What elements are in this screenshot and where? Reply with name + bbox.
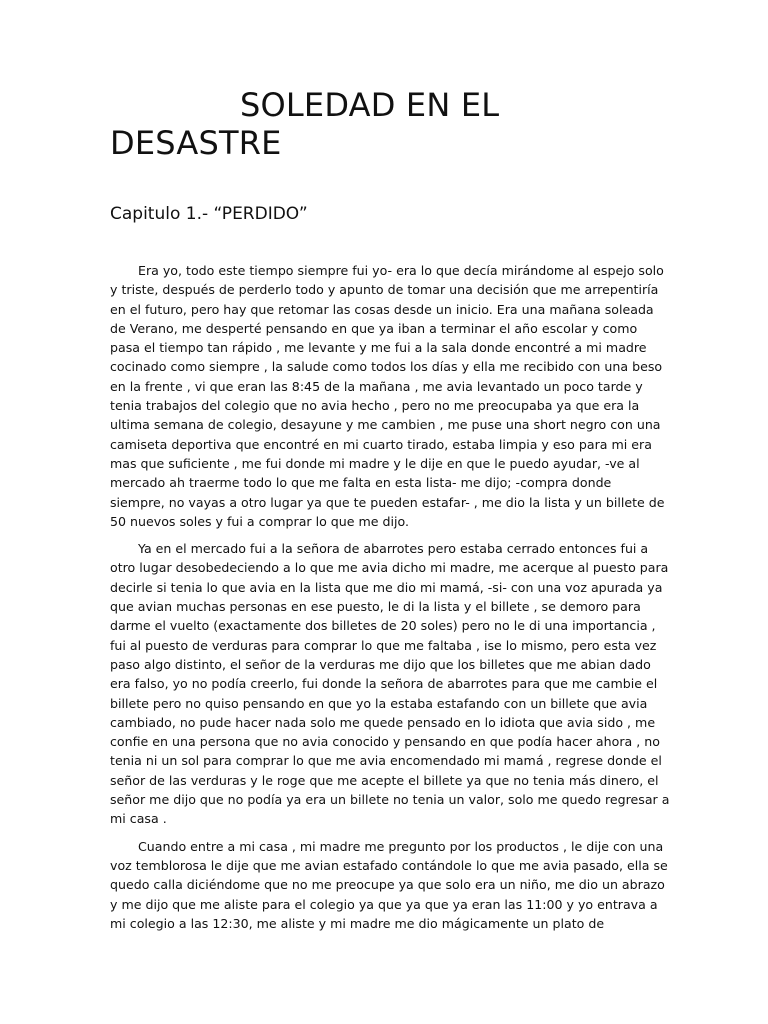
paragraph: Ya en el mercado fui a la señora de abarrotes pero estaba cerrado entonces fui a otro lugar desobedeciendo a lo que me avia dicho mi madre, me acerque al puesto para decirle si tenia lo que avia en la lista que me dio mi mamá, -si- con una voz apurada ya que avian muchas personas en ese puesto, le di la lista y el billete , se demoro para darme el vuelto (exactamente dos billetes de 20 soles) pero no le di una importancia , fui al puesto de verduras para comprar lo que me faltaba , ise lo mismo, pero esta vez paso algo distinto, el señor de la verduras me dijo que los billetes que me abian dado era falso, yo no podía creerlo, fui donde la señora de abarrotes para que me cambie el billete pero no quiso pensando en que yo la estaba estafando con un billete que avia cambiado, no pude hacer nada solo me quede pensado en lo idiota que avia sido , me confie en una persona que no avia conocido y pensando en que podía hacer ahora , no tenia ni un sol para comprar lo que me avia encomendado mi mamá , regrese donde el señor de las verduras y le roge que me acepte el billete ya que no tenia más dinero, el señor me dijo que no podía ya era un billete no tenia un valor, solo me quedo regresar a mi casa . [110,541,670,827]
document-title: SOLEDAD EN EL DESASTRE [110,86,500,162]
paragraph: Era yo, todo este tiempo siempre fui yo- era lo que decía mirándome al espejo solo y triste, después de perderlo todo y apunto de tomar una decisión que me arrepentiría en el futuro, pero hay que retomar las cosas desde un inicio. Era una mañana soleada de Verano, me desperté pensando en que ya iban a terminar el año escolar y como pasa el tiempo tan rápido , me levante y me fui a la sala donde encontré a mi madre cocinado como siempre , la salude como todos los días y ella me recibido con una beso en la frente , vi que eran las 8:45 de la mañana , me avia levantado un poco tarde y tenia trabajos del colegio que no avia hecho , pero no me preocupaba ya que era la ultima semana de colegio, desayune y me cambien , me puse una short negro con una camiseta deportiva que encontré en mi cuarto tirado, estaba limpia y eso para mi era mas que suficiente , me fui donde mi madre y le dije en que le puedo ayudar, -ve al mercado ah traerme todo lo que me falta en esta lista- me dijo; -compra donde siempre, no vayas a otro lugar ya que te pueden estafar- , me dio la lista y un billete de 50 nuevos soles y fui a comprar lo que me dijo. [110,263,665,529]
paragraph: Cuando entre a mi casa , mi madre me pregunto por los productos , le dije con una voz temblorosa le dije que me avian estafado contándole lo que me avia pasado, ella se quedo calla diciéndome que no me preocupe ya que solo era un niño, me dio un abrazo y me dijo que me aliste para el colegio ya que ya que ya eran las 11:00 y yo entrava a mi colegio a las 12:30, me aliste y mi madre me dio mágicamente un plato de [110,838,668,931]
document-body [110,261,670,941]
chapter-heading: Capitulo 1.- “PERDIDO” [110,204,308,224]
